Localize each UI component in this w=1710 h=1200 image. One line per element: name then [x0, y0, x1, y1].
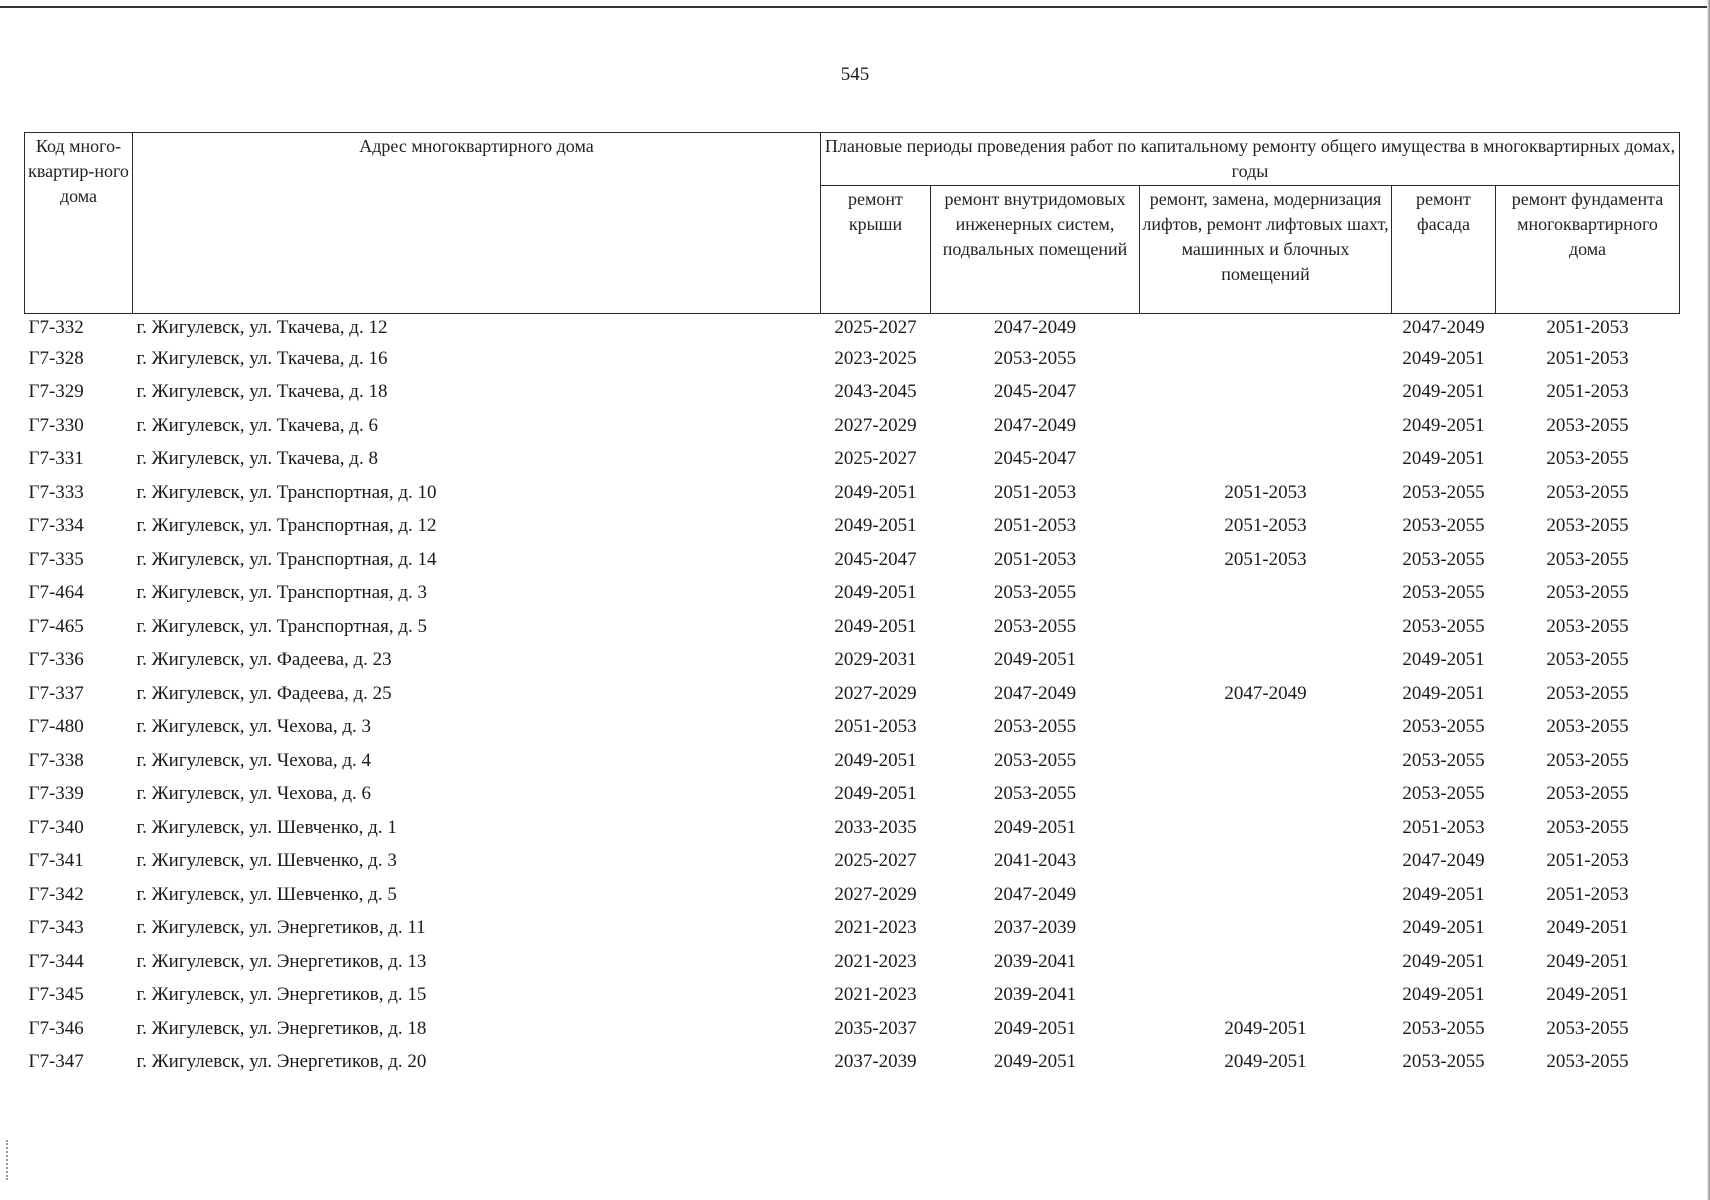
house-code: Г7-336 — [28, 649, 84, 671]
lifts-period — [1140, 979, 1392, 1013]
foundation-period: 2051-2053 — [1546, 850, 1629, 872]
systems-period: 2047-2049 — [993, 317, 1077, 338]
house-code: Г7-342 — [28, 883, 84, 905]
foundation-period: 2049-2051 — [1546, 984, 1629, 1006]
table-row — [25, 1046, 1680, 1080]
foundation-period: 2053-2055 — [1546, 414, 1629, 436]
table-row — [25, 476, 1680, 510]
systems-period: 2045-2047 — [993, 381, 1077, 403]
facade-period: 2053-2055 — [1402, 481, 1485, 503]
lifts-period: 2047-2049 — [1224, 682, 1307, 704]
header-lifts: ремонт, замена, модернизация лифтов, ремонт лифтовых шахт, машинных и блочных помещений — [1140, 186, 1392, 314]
house-code: Г7-465 — [28, 615, 84, 637]
house-code: Г7-343 — [28, 917, 84, 939]
systems-period: 2053-2055 — [993, 615, 1077, 637]
lifts-period: 2049-2051 — [1224, 1051, 1307, 1073]
roof-period: 2049-2051 — [834, 582, 917, 604]
lifts-period: 2051-2053 — [1224, 515, 1307, 537]
roof-period: 2035-2037 — [834, 1017, 917, 1039]
header-systems: ремонт внутридомовых инженерных систем, подвальных помещений — [931, 186, 1140, 314]
foundation-period: 2053-2055 — [1546, 515, 1629, 537]
foundation-period: 2053-2055 — [1546, 1017, 1629, 1039]
facade-period: 2049-2051 — [1402, 950, 1485, 972]
table-body — [25, 314, 1680, 1080]
house-address: г. Жигулевск, ул. Чехова, д. 6 — [136, 783, 372, 805]
house-address: г. Жигулевск, ул. Фадеева, д. 23 — [136, 649, 392, 671]
house-address: г. Жигулевск, ул. Энергетиков, д. 13 — [136, 950, 427, 972]
foundation-period: 2051-2053 — [1546, 347, 1629, 369]
lifts-period — [1140, 744, 1392, 778]
facade-period: 2049-2051 — [1402, 347, 1485, 369]
systems-period: 2047-2049 — [993, 883, 1077, 905]
roof-period: 2049-2051 — [834, 515, 917, 537]
house-code: Г7-331 — [28, 448, 84, 470]
header-facade: ремонт фасада — [1392, 186, 1496, 314]
foundation-period: 2049-2051 — [1546, 917, 1629, 939]
house-code: Г7-339 — [28, 783, 84, 805]
house-address: г. Жигулевск, ул. Шевченко, д. 1 — [136, 816, 397, 838]
systems-period: 2051-2053 — [993, 548, 1077, 570]
house-address: г. Жигулевск, ул. Ткачева, д. 6 — [136, 414, 378, 436]
house-code: Г7-347 — [28, 1051, 84, 1073]
lifts-period — [1140, 644, 1392, 678]
systems-period: 2049-2051 — [993, 1017, 1077, 1039]
facade-period: 2053-2055 — [1402, 515, 1485, 537]
house-address: г. Жигулевск, ул. Чехова, д. 3 — [136, 716, 372, 738]
lifts-period — [1140, 342, 1392, 376]
header-foundation: ремонт фундамента многоквартирного дома — [1496, 186, 1680, 314]
house-code: Г7-337 — [28, 682, 84, 704]
roof-period: 2049-2051 — [834, 749, 917, 771]
lifts-period — [1140, 711, 1392, 745]
table-row — [25, 945, 1680, 979]
roof-period: 2021-2023 — [834, 950, 917, 972]
facade-period: 2049-2051 — [1402, 381, 1485, 403]
systems-period: 2051-2053 — [993, 481, 1077, 503]
roof-period: 2029-2031 — [834, 649, 917, 671]
systems-period: 2045-2047 — [993, 448, 1077, 470]
roof-period: 2049-2051 — [834, 783, 917, 805]
lifts-period — [1140, 409, 1392, 443]
facade-period: 2053-2055 — [1402, 1051, 1485, 1073]
facade-period: 2053-2055 — [1402, 716, 1485, 738]
lifts-period — [1140, 912, 1392, 946]
table-row — [25, 443, 1680, 477]
foundation-period: 2049-2051 — [1546, 950, 1629, 972]
facade-period: 2053-2055 — [1402, 548, 1485, 570]
foundation-period: 2053-2055 — [1546, 448, 1629, 470]
house-address: г. Жигулевск, ул. Ткачева, д. 8 — [136, 448, 378, 470]
table-row — [25, 744, 1680, 778]
systems-period: 2047-2049 — [993, 682, 1077, 704]
house-address: г. Жигулевск, ул. Фадеева, д. 25 — [136, 682, 392, 704]
systems-period: 2053-2055 — [993, 749, 1077, 771]
house-address: г. Жигулевск, ул. Чехова, д. 4 — [136, 749, 372, 771]
foundation-period: 2053-2055 — [1546, 615, 1629, 637]
roof-period: 2051-2053 — [834, 716, 917, 738]
repair-schedule-table — [24, 132, 1680, 1079]
roof-period: 2033-2035 — [834, 816, 917, 838]
foundation-period: 2053-2055 — [1546, 481, 1629, 503]
house-code: Г7-330 — [28, 414, 84, 436]
systems-period: 2039-2041 — [993, 950, 1077, 972]
foundation-period: 2053-2055 — [1546, 816, 1629, 838]
house-address: г. Жигулевск, ул. Транспортная, д. 5 — [136, 615, 428, 637]
roof-period: 2025-2027 — [834, 850, 917, 872]
facade-period: 2047-2049 — [1402, 317, 1485, 338]
roof-period: 2021-2023 — [834, 984, 917, 1006]
foundation-period: 2053-2055 — [1546, 749, 1629, 771]
table-row — [25, 644, 1680, 678]
facade-period: 2049-2051 — [1402, 414, 1485, 436]
facade-period: 2049-2051 — [1402, 883, 1485, 905]
house-code: Г7-334 — [28, 515, 84, 537]
header-code: Код много-квартир-ного дома — [25, 133, 133, 314]
house-code: Г7-346 — [28, 1017, 84, 1039]
systems-period: 2053-2055 — [993, 783, 1077, 805]
systems-period: 2053-2055 — [993, 716, 1077, 738]
table-row — [25, 979, 1680, 1013]
house-code: Г7-345 — [28, 984, 84, 1006]
house-code: Г7-344 — [28, 950, 84, 972]
lifts-period — [1140, 314, 1392, 343]
facade-period: 2049-2051 — [1402, 682, 1485, 704]
house-code: Г7-335 — [28, 548, 84, 570]
house-address: г. Жигулевск, ул. Энергетиков, д. 15 — [136, 984, 427, 1006]
roof-period: 2049-2051 — [834, 481, 917, 503]
house-code: Г7-480 — [28, 716, 84, 738]
roof-period: 2025-2027 — [834, 448, 917, 470]
house-address: г. Жигулевск, ул. Транспортная, д. 14 — [136, 548, 437, 570]
house-address: г. Жигулевск, ул. Транспортная, д. 12 — [136, 515, 437, 537]
facade-period: 2053-2055 — [1402, 582, 1485, 604]
facade-period: 2047-2049 — [1402, 850, 1485, 872]
roof-period: 2037-2039 — [834, 1051, 917, 1073]
table-row — [25, 878, 1680, 912]
systems-period: 2049-2051 — [993, 649, 1077, 671]
header-address: Адрес многоквартирного дома — [133, 133, 821, 314]
lifts-period — [1140, 577, 1392, 611]
systems-period: 2049-2051 — [993, 1051, 1077, 1073]
lifts-period: 2049-2051 — [1224, 1017, 1307, 1039]
header-roof: ремонт крыши — [821, 186, 931, 314]
house-code: Г7-340 — [28, 816, 84, 838]
top-rule — [0, 6, 1710, 8]
facade-period: 2053-2055 — [1402, 749, 1485, 771]
table-row — [25, 610, 1680, 644]
foundation-period: 2051-2053 — [1546, 883, 1629, 905]
foundation-period: 2053-2055 — [1546, 548, 1629, 570]
facade-period: 2053-2055 — [1402, 783, 1485, 805]
house-code: Г7-328 — [28, 347, 84, 369]
table-row — [25, 376, 1680, 410]
house-code: Г7-332 — [28, 317, 84, 338]
table-row — [25, 314, 1680, 343]
foundation-period: 2053-2055 — [1546, 682, 1629, 704]
page-number: 545 — [840, 64, 870, 85]
systems-period: 2047-2049 — [993, 414, 1077, 436]
house-address: г. Жигулевск, ул. Энергетиков, д. 20 — [136, 1051, 427, 1073]
header-periods: Плановые периоды проведения работ по капитальному ремонту общего имущества в многоквартирных домах, годы — [821, 133, 1680, 186]
facade-period: 2049-2051 — [1402, 649, 1485, 671]
facade-period: 2051-2053 — [1402, 816, 1485, 838]
systems-period: 2037-2039 — [993, 917, 1077, 939]
house-code: Г7-333 — [28, 481, 84, 503]
house-code: Г7-464 — [28, 582, 84, 604]
foundation-period: 2051-2053 — [1546, 381, 1629, 403]
house-address: г. Жигулевск, ул. Шевченко, д. 3 — [136, 850, 397, 872]
lifts-period — [1140, 945, 1392, 979]
lifts-period — [1140, 778, 1392, 812]
systems-period: 2039-2041 — [993, 984, 1077, 1006]
house-address: г. Жигулевск, ул. Ткачева, д. 18 — [136, 381, 388, 403]
table-row — [25, 577, 1680, 611]
foundation-period: 2053-2055 — [1546, 1051, 1629, 1073]
table-row — [25, 1012, 1680, 1046]
house-code: Г7-329 — [28, 381, 84, 403]
facade-period: 2053-2055 — [1402, 1017, 1485, 1039]
house-code: Г7-341 — [28, 850, 84, 872]
systems-period: 2051-2053 — [993, 515, 1077, 537]
lifts-period — [1140, 878, 1392, 912]
foundation-period: 2053-2055 — [1546, 783, 1629, 805]
table-row — [25, 778, 1680, 812]
foundation-period: 2053-2055 — [1546, 649, 1629, 671]
header-row-1 — [25, 133, 1680, 186]
lifts-period: 2051-2053 — [1224, 548, 1307, 570]
roof-period: 2043-2045 — [834, 381, 917, 403]
table-row — [25, 912, 1680, 946]
foundation-period: 2053-2055 — [1546, 716, 1629, 738]
house-address: г. Жигулевск, ул. Ткачева, д. 12 — [136, 317, 388, 338]
house-address: г. Жигулевск, ул. Транспортная, д. 10 — [136, 481, 437, 503]
table-row — [25, 711, 1680, 745]
foundation-period: 2051-2053 — [1546, 317, 1629, 338]
roof-period: 2049-2051 — [834, 615, 917, 637]
house-address: г. Жигулевск, ул. Ткачева, д. 16 — [136, 347, 388, 369]
lifts-period — [1140, 443, 1392, 477]
house-code: Г7-338 — [28, 749, 84, 771]
table-row — [25, 510, 1680, 544]
house-address: г. Жигулевск, ул. Энергетиков, д. 18 — [136, 1017, 427, 1039]
table-row — [25, 677, 1680, 711]
house-address: г. Жигулевск, ул. Шевченко, д. 5 — [136, 883, 397, 905]
facade-period: 2049-2051 — [1402, 917, 1485, 939]
systems-period: 2053-2055 — [993, 582, 1077, 604]
facade-period: 2049-2051 — [1402, 448, 1485, 470]
facade-period: 2049-2051 — [1402, 984, 1485, 1006]
facade-period: 2053-2055 — [1402, 615, 1485, 637]
table-row — [25, 342, 1680, 376]
lifts-period: 2051-2053 — [1224, 481, 1307, 503]
table-row — [25, 845, 1680, 879]
roof-period: 2021-2023 — [834, 917, 917, 939]
roof-period: 2027-2029 — [834, 414, 917, 436]
lifts-period — [1140, 811, 1392, 845]
roof-period: 2027-2029 — [834, 682, 917, 704]
roof-period: 2025-2027 — [834, 317, 917, 338]
systems-period: 2049-2051 — [993, 816, 1077, 838]
lifts-period — [1140, 610, 1392, 644]
table-row — [25, 409, 1680, 443]
foundation-period: 2053-2055 — [1546, 582, 1629, 604]
lifts-period — [1140, 376, 1392, 410]
scan-speck — [6, 1140, 14, 1180]
house-address: г. Жигулевск, ул. Энергетиков, д. 11 — [136, 917, 426, 939]
table-row — [25, 543, 1680, 577]
table-row — [25, 811, 1680, 845]
systems-period: 2053-2055 — [993, 347, 1077, 369]
roof-period: 2023-2025 — [834, 347, 917, 369]
systems-period: 2041-2043 — [993, 850, 1077, 872]
roof-period: 2027-2029 — [834, 883, 917, 905]
lifts-period — [1140, 845, 1392, 879]
house-address: г. Жигулевск, ул. Транспортная, д. 3 — [136, 582, 428, 604]
roof-period: 2045-2047 — [834, 548, 917, 570]
